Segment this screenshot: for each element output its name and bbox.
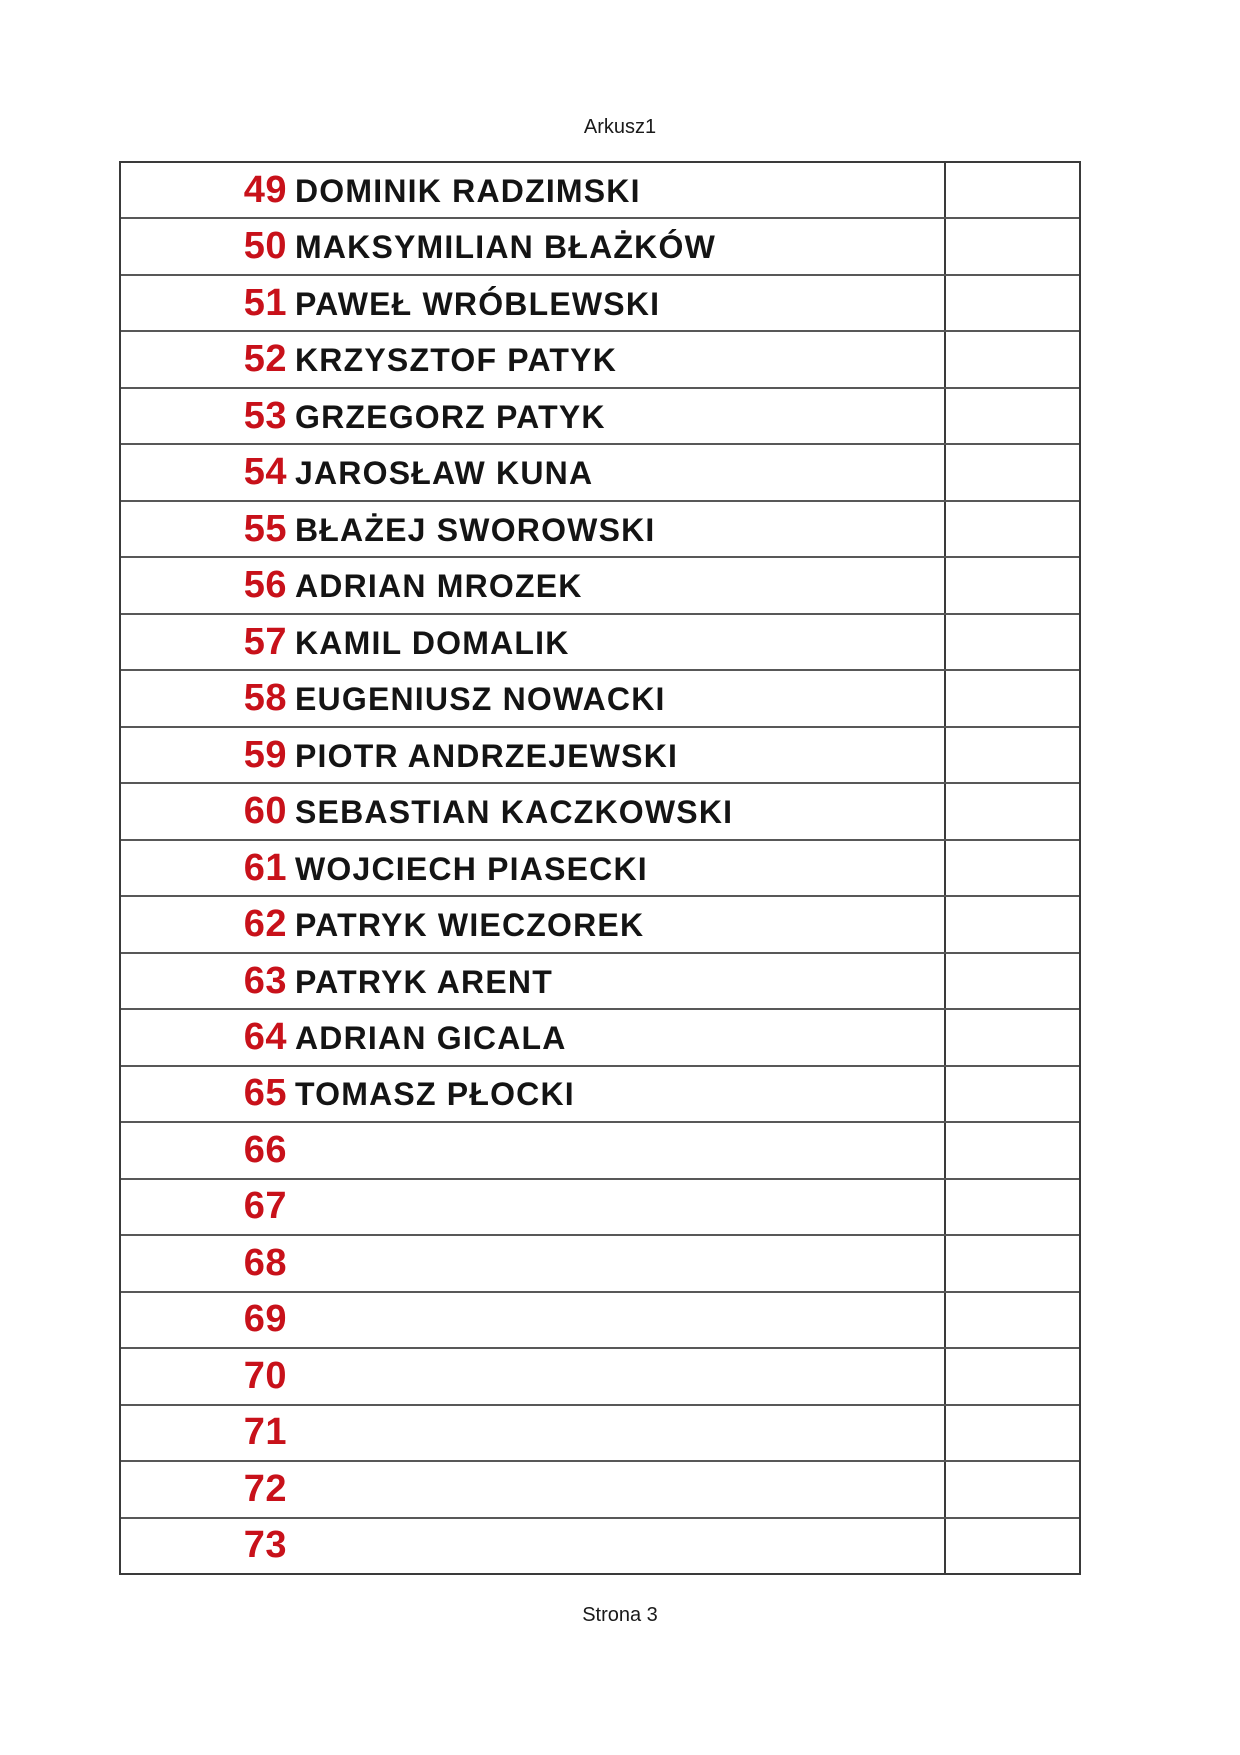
row-number: 50 — [243, 225, 287, 268]
entry-cell — [121, 445, 944, 499]
empty-cell — [944, 219, 1079, 273]
empty-cell — [944, 1462, 1079, 1516]
empty-cell — [944, 615, 1079, 669]
empty-cell — [944, 728, 1079, 782]
empty-cell — [944, 163, 1079, 217]
table-row — [121, 1010, 1079, 1066]
empty-cell — [944, 1236, 1079, 1290]
roster-table — [119, 161, 1081, 1575]
row-number: 73 — [243, 1524, 287, 1567]
row-number: 58 — [243, 677, 287, 720]
entry-cell — [121, 332, 944, 386]
table-row — [121, 332, 1079, 388]
empty-cell — [944, 558, 1079, 612]
row-name: ADRIAN MROZEK — [295, 568, 583, 605]
entry-cell — [121, 1293, 944, 1347]
row-number: 55 — [243, 507, 287, 550]
table-row — [121, 163, 1079, 219]
entry-cell — [121, 163, 944, 217]
entry-cell — [121, 1462, 944, 1516]
empty-cell — [944, 276, 1079, 330]
row-name: KAMIL DOMALIK — [295, 624, 570, 661]
table-row — [121, 1236, 1079, 1292]
row-number: 60 — [243, 790, 287, 833]
entry-cell — [121, 1236, 944, 1290]
table-row — [121, 1519, 1079, 1573]
row-number: 52 — [243, 338, 287, 381]
empty-cell — [944, 1293, 1079, 1347]
empty-cell — [944, 784, 1079, 838]
row-number: 68 — [243, 1241, 287, 1284]
row-name: PATRYK WIECZOREK — [295, 907, 645, 944]
entry-cell — [121, 897, 944, 951]
table-row — [121, 1462, 1079, 1518]
table-row — [121, 1293, 1079, 1349]
row-number: 72 — [243, 1467, 287, 1510]
row-number: 67 — [243, 1185, 287, 1228]
empty-cell — [944, 954, 1079, 1008]
row-number: 54 — [243, 451, 287, 494]
empty-cell — [944, 445, 1079, 499]
table-row — [121, 1123, 1079, 1179]
row-name: DOMINIK RADZIMSKI — [295, 172, 641, 209]
empty-cell — [944, 332, 1079, 386]
empty-cell — [944, 1349, 1079, 1403]
row-number: 51 — [243, 281, 287, 324]
entry-cell — [121, 276, 944, 330]
row-number: 65 — [243, 1072, 287, 1115]
empty-cell — [944, 389, 1079, 443]
row-number: 63 — [243, 959, 287, 1002]
table-row — [121, 389, 1079, 445]
row-number: 70 — [243, 1354, 287, 1397]
table-row — [121, 897, 1079, 953]
empty-cell — [944, 1123, 1079, 1177]
table-row — [121, 558, 1079, 614]
row-number: 61 — [243, 846, 287, 889]
entry-cell — [121, 1010, 944, 1064]
row-number: 57 — [243, 620, 287, 663]
empty-cell — [944, 671, 1079, 725]
table-row — [121, 1349, 1079, 1405]
table-row — [121, 1406, 1079, 1462]
table-row — [121, 445, 1079, 501]
row-name: EUGENIUSZ NOWACKI — [295, 681, 666, 718]
row-number: 69 — [243, 1298, 287, 1341]
entry-cell — [121, 841, 944, 895]
page-number-label: Strona 3 — [582, 1604, 658, 1626]
entry-cell — [121, 502, 944, 556]
empty-cell — [944, 1519, 1079, 1573]
row-name: SEBASTIAN KACZKOWSKI — [295, 794, 734, 831]
entry-cell — [121, 784, 944, 838]
empty-cell — [944, 1067, 1079, 1121]
entry-cell — [121, 389, 944, 443]
empty-cell — [944, 897, 1079, 951]
table-row — [121, 1180, 1079, 1236]
empty-cell — [944, 1406, 1079, 1460]
row-number: 62 — [243, 903, 287, 946]
table-row — [121, 841, 1079, 897]
empty-cell — [944, 502, 1079, 556]
entry-cell — [121, 954, 944, 1008]
entry-cell — [121, 1180, 944, 1234]
empty-cell — [944, 841, 1079, 895]
entry-cell — [121, 1519, 944, 1573]
table-row — [121, 671, 1079, 727]
row-name: PAWEŁ WRÓBLEWSKI — [295, 285, 661, 322]
entry-cell — [121, 1067, 944, 1121]
row-name: JAROSŁAW KUNA — [295, 455, 594, 492]
entry-cell — [121, 1123, 944, 1177]
row-number: 64 — [243, 1016, 287, 1058]
table-row — [121, 954, 1079, 1010]
row-name: MAKSYMILIAN BŁAŻKÓW — [295, 229, 716, 266]
sheet-title: Arkusz1 — [583, 116, 657, 138]
empty-cell — [944, 1180, 1079, 1234]
row-number: 49 — [243, 168, 287, 211]
row-name: WOJCIECH PIASECKI — [295, 850, 648, 887]
table-row — [121, 1067, 1079, 1123]
table-row — [121, 615, 1079, 671]
entry-cell — [121, 1349, 944, 1403]
row-name: PATRYK ARENT — [295, 963, 553, 1000]
row-name: KRZYSZTOF PATYK — [295, 342, 617, 379]
row-number: 56 — [243, 564, 287, 607]
row-name: BŁAŻEJ SWOROWSKI — [295, 511, 656, 548]
entry-cell — [121, 558, 944, 612]
entry-cell — [121, 728, 944, 782]
row-number: 66 — [243, 1128, 287, 1171]
table-row — [121, 276, 1079, 332]
entry-cell — [121, 671, 944, 725]
entry-cell — [121, 615, 944, 669]
row-name: ADRIAN GICALA — [295, 1020, 567, 1056]
row-name: GRZEGORZ PATYK — [295, 398, 606, 435]
row-number: 71 — [243, 1411, 287, 1454]
row-number: 59 — [243, 733, 287, 776]
table-row — [121, 219, 1079, 275]
table-row — [121, 784, 1079, 840]
row-name: PIOTR ANDRZEJEWSKI — [295, 737, 679, 774]
table-row — [121, 728, 1079, 784]
empty-cell — [944, 1010, 1079, 1064]
table-row — [121, 502, 1079, 558]
entry-cell — [121, 219, 944, 273]
entry-cell — [121, 1406, 944, 1460]
row-name: TOMASZ PŁOCKI — [295, 1076, 575, 1113]
row-number: 53 — [243, 394, 287, 437]
